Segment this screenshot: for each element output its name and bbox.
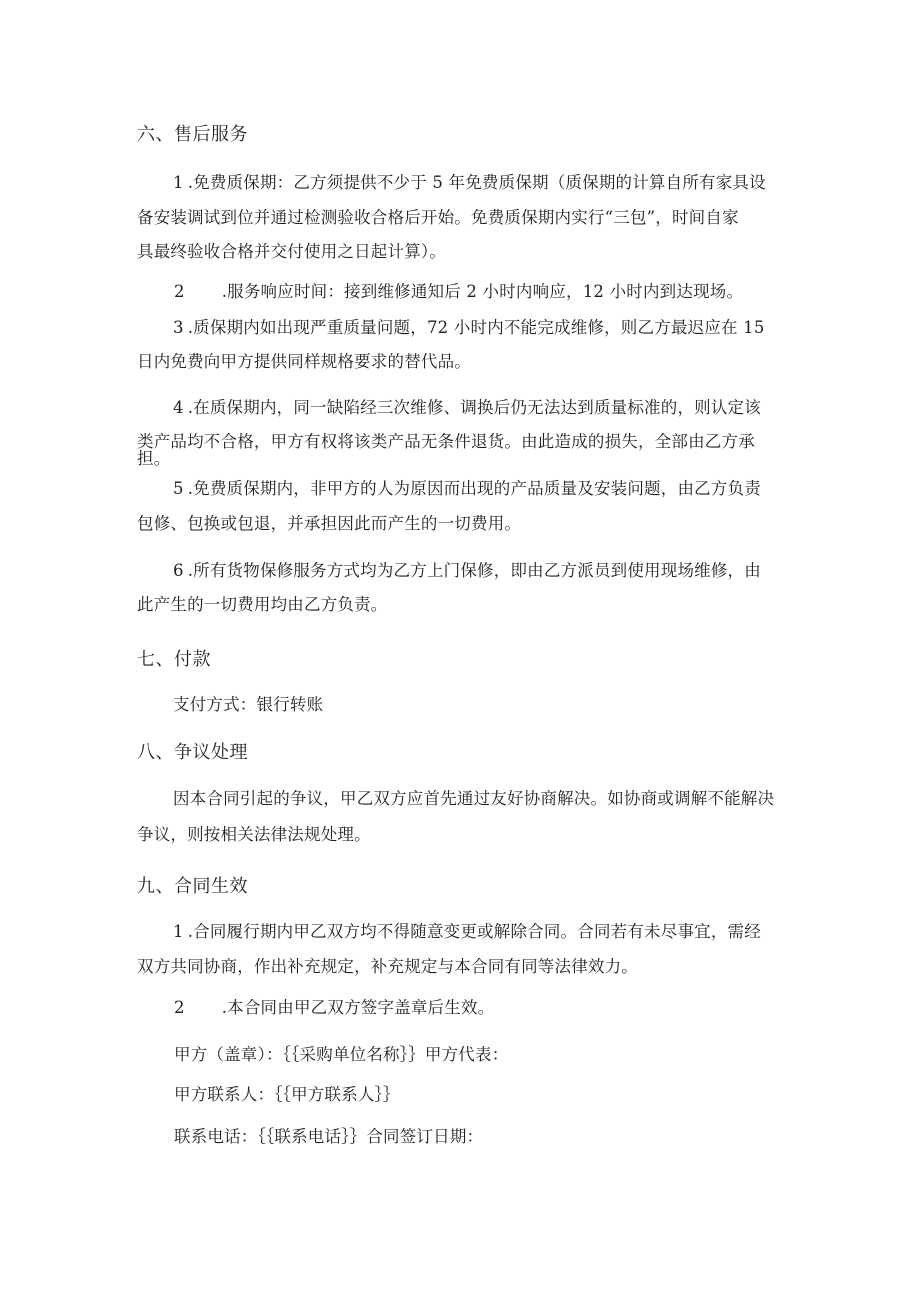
item-text: .免费质保期：乙方须提供不少于 5 年免费质保期（质保期的计算自所有家具设 bbox=[187, 173, 766, 192]
party-a-contact-line: 甲方联系人：｛｛甲方联系人｝｝ bbox=[174, 1085, 400, 1104]
effectiveness-item-1-line-2: 双方共同协商，作出补充规定，补充规定与本合同有同等法律效力。 bbox=[137, 957, 638, 976]
item-text: .质保期内如出现严重质量问题，72 小时内不能完成维修，则乙方最迟应在 15 bbox=[187, 318, 765, 337]
item-text: .服务响应时间：接到维修通知后 2 小时内响应，12 小时内到达现场。 bbox=[221, 282, 744, 301]
item-number: 1 bbox=[173, 173, 184, 192]
after-sales-item-1-line-3: 具最终验收合格并交付使用之日起计算）。 bbox=[137, 242, 447, 261]
effectiveness-item-2-line-1 bbox=[174, 1000, 788, 1017]
dispute-line-2: 争议，则按相关法律法规处理。 bbox=[137, 825, 371, 844]
effectiveness-item-1-line-1 bbox=[173, 924, 787, 941]
dispute-line-1: 因本合同引起的争议，甲乙双方应首先通过友好协商解决。如协商或调解不能解决 bbox=[173, 789, 775, 808]
after-sales-item-5-line-1 bbox=[173, 481, 787, 498]
after-sales-item-5-line-2: 包修、包换或包退，并承担因此而产生的一切费用。 bbox=[137, 514, 522, 533]
item-text: .所有货物保修服务方式均为乙方上门保修，即由乙方派员到使用现场维修，由 bbox=[187, 561, 761, 580]
section-heading-dispute: 八、争议处理 bbox=[137, 742, 248, 763]
section-heading-after-sales: 六、售后服务 bbox=[137, 124, 248, 145]
item-number: 5 bbox=[173, 479, 184, 498]
after-sales-item-3-line-1 bbox=[173, 320, 787, 337]
party-a-seal-line: 甲方（盖章）：｛｛采购单位名称｝｝甲方代表： bbox=[174, 1045, 509, 1064]
after-sales-item-6-line-1 bbox=[173, 563, 787, 580]
item-text: .免费质保期内，非甲方的人为原因而出现的产品质量及安装问题，由乙方负责 bbox=[187, 479, 761, 498]
contact-phone-line: 联系电话：｛｛联系电话｝｝合同签订日期： bbox=[174, 1127, 484, 1146]
section-heading-effectiveness: 九、合同生效 bbox=[137, 876, 248, 897]
after-sales-item-3-line-2: 日内免费向甲方提供同样规格要求的替代品。 bbox=[137, 352, 471, 371]
item-number: 6 bbox=[173, 561, 184, 580]
after-sales-item-6-line-2: 此产生的一切费用均由乙方负责。 bbox=[137, 595, 388, 614]
item-text: .合同履行期内甲乙双方均不得随意变更或解除合同。合同若有未尽事宜，需经 bbox=[187, 922, 761, 941]
payment-method: 支付方式：银行转账 bbox=[173, 695, 324, 714]
item-text: .本合同由甲乙双方签字盖章后生效。 bbox=[221, 998, 495, 1017]
after-sales-item-2-line-1 bbox=[174, 284, 788, 301]
item-text: .在质保期内，同一缺陷经三次维修、调换后仍无法达到质量标准的，则认定该 bbox=[187, 398, 761, 417]
after-sales-item-1-line-2: 备安装调试到位并通过检测验收合格后开始。免费质保期内实行“三包”，时间自家 bbox=[137, 208, 739, 227]
section-heading-payment: 七、付款 bbox=[137, 649, 211, 670]
after-sales-item-4-line-2: 类产品均不合格，甲方有权将该类产品无条件退货。由此造成的损失，全部由乙方承担。 bbox=[137, 432, 755, 468]
after-sales-item-1-line-1 bbox=[173, 175, 787, 192]
item-number: 2 bbox=[174, 282, 185, 301]
item-number: 3 bbox=[173, 318, 184, 337]
after-sales-item-4-line-1 bbox=[173, 400, 787, 417]
item-number: 4 bbox=[173, 398, 184, 417]
item-number: 2 bbox=[174, 998, 185, 1017]
item-number: 1 bbox=[173, 922, 184, 941]
